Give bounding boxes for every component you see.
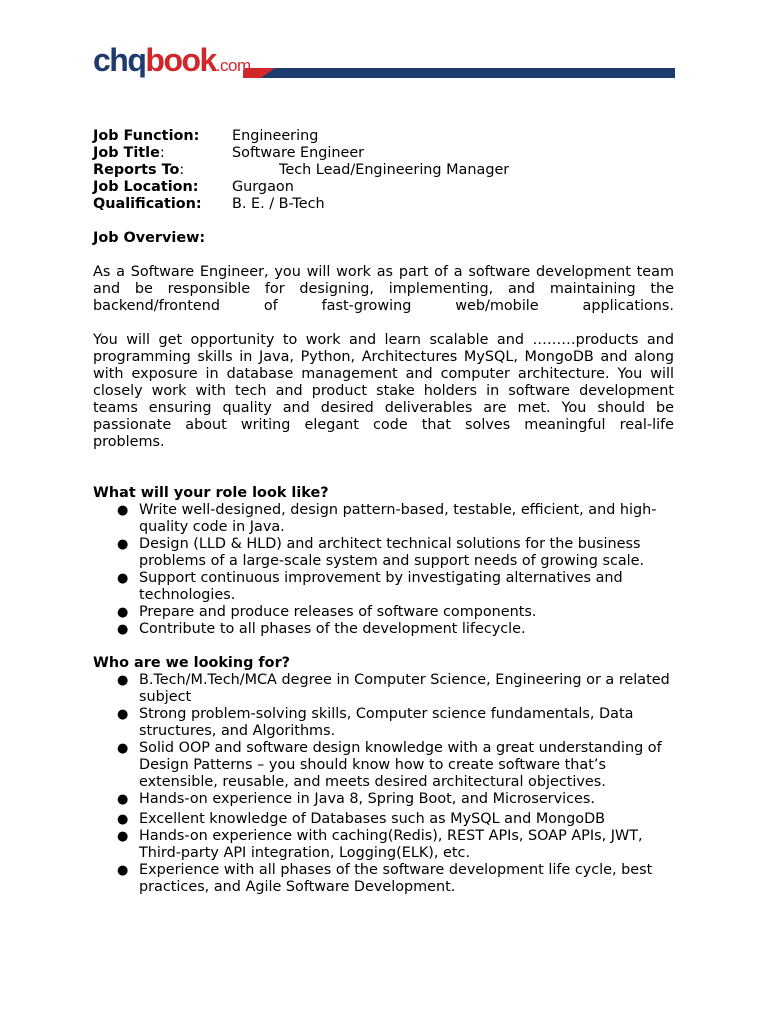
meta-row-reports-to [93,162,674,179]
bullet-icon: ● [117,605,129,620]
meta-row-qualification [93,196,674,213]
list-item-text: Hands-on experience in Java 8, Spring Boot, and Microservices. [139,791,595,807]
list-item-text: Support continuous improvement by investigating alternatives and technologies. [139,570,623,603]
list-item-text: Contribute to all phases of the development lifecycle. [139,621,526,637]
meta-row-title [93,145,674,162]
list-item-text: Excellent knowledge of Databases such as MySQL and MongoDB [139,811,606,827]
list-item [93,828,674,862]
list-item-text: Solid OOP and software design knowledge with a great understanding of Design Patterns – you should know how to create software that’s extensible, reusable, and meets desired architectural objectives. [139,740,662,790]
list-item-text: B.Tech/M.Tech/MCA degree in Computer Science, Engineering or a related subject [139,672,670,705]
brand-logo-book: book [145,42,216,78]
overview-paragraph-1: As a Software Engineer, you will work as part of a software development team and be responsible for designing, implementing, and maintaining the backend/frontend of fast-growing web/mobile applications. [93,264,674,314]
bullet-icon: ● [117,673,129,688]
role-heading: What will your role look like? [93,485,329,501]
list-item-text: Hands-on experience with caching(Redis), REST APIs, SOAP APIs, JWT, Third-party API integration, Logging(ELK), etc. [139,828,643,861]
meta-key: Job Function: [93,128,200,144]
brand-logo-dotcom: .com [215,56,251,75]
overview-heading: Job Overview: [93,230,206,246]
list-item-text: Strong problem-solving skills, Computer science fundamentals, Data structures, and Algorithms. [139,706,634,739]
list-item-text: Design (LLD & HLD) and architect technical solutions for the business problems of a large-scale system and support needs of growing scale. [139,536,645,569]
meta-value: Engineering [232,128,319,144]
job-description [93,128,674,896]
brand-logo-chq: chq [93,42,146,78]
list-item-text: Experience with all phases of the software development life cycle, best practices, and Agile Software Development. [139,862,653,895]
meta-row-location [93,179,674,196]
list-item-text: Write well-designed, design pattern-based, testable, efficient, and high-quality code in Java. [139,502,657,535]
list-item [93,791,674,808]
bullet-icon: ● [117,741,129,756]
job-meta [93,128,674,213]
bullet-icon: ● [117,503,129,518]
list-item [93,740,674,791]
list-item [93,621,674,638]
meta-value: Software Engineer [232,145,365,161]
document-header [93,42,675,82]
bullet-icon: ● [117,863,129,878]
bullet-icon: ● [117,812,129,827]
brand-logo [93,42,251,84]
list-item-text: Prepare and produce releases of software components. [139,604,537,620]
bullet-icon: ● [117,707,129,722]
list-item [93,706,674,740]
meta-value: Gurgaon [232,179,294,195]
looking-list [93,672,674,896]
meta-key: Job Title: [93,145,165,161]
meta-key: Reports To: [93,162,185,178]
list-item [93,604,674,621]
overview-paragraph-2: You will get opportunity to work and learn scalable and ………products and programming skills in Java, Python, Architectures MySQL, MongoDB and along with exposure in database management and computer architecture. You will closely work with tech and product stake holders in software development teams ensuring quality and desired deliverables are met. You should be passionate about writing elegant code that solves meaningful real-life problems. [93,332,674,450]
bullet-icon: ● [117,537,129,552]
bullet-icon: ● [117,622,129,637]
bullet-icon: ● [117,792,129,807]
list-item [93,570,674,604]
meta-key: Job Location: [93,179,199,195]
meta-key: Qualification: [93,196,202,212]
header-stripe-navy [253,68,675,78]
meta-row-function [93,128,674,145]
list-item [93,536,674,570]
list-item [93,862,674,896]
looking-heading: Who are we looking for? [93,655,291,671]
list-item [93,672,674,706]
list-item [93,811,674,828]
list-item [93,502,674,536]
bullet-icon: ● [117,571,129,586]
role-list [93,502,674,638]
bullet-icon: ● [117,829,129,844]
meta-value: B. E. / B-Tech [232,196,325,212]
meta-value: Tech Lead/Engineering Manager [279,162,510,178]
